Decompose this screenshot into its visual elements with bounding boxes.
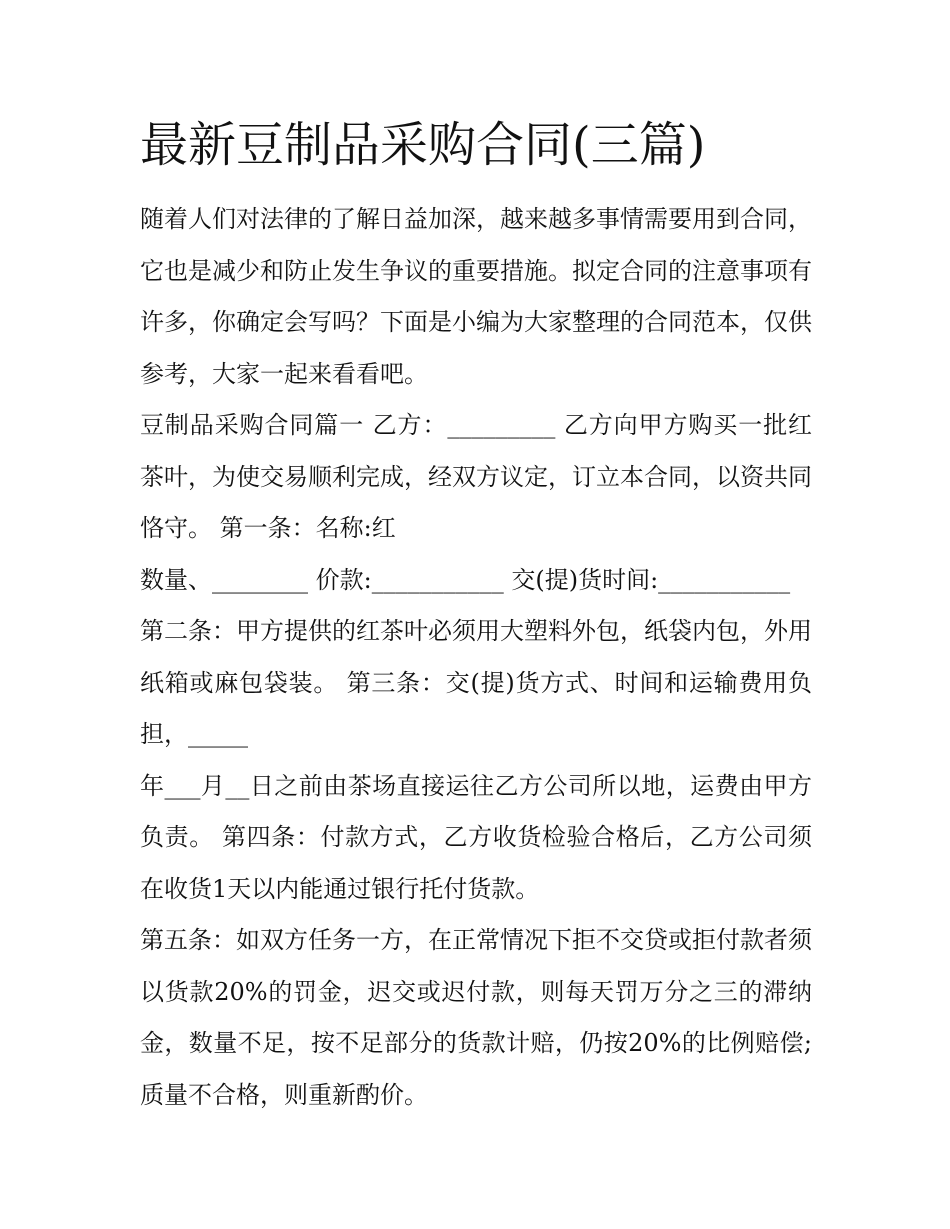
- paragraph-article-four: 年___月__日之前由茶场直接运往乙方公司所以地，运费由甲方负责。 第四条：付款方式，乙方收货检验合格后，乙方公司须在收货1天以内能通过银行托付货款。: [140, 771, 812, 903]
- paragraph-article-two-three: 第二条：甲方提供的红茶叶必须用大塑料外包，纸袋内包，外用纸箱或麻包袋装。 第三条：交(提)货方式、时间和运输费用负担，_____: [140, 617, 812, 748]
- document-content: [140, 112, 812, 1121]
- paragraph-article-five: 第五条：如双方任务一方，在正常情况下拒不交贷或拒付款者须以货款20%的罚金，迟交或迟付款，则每天罚万分之三的滞纳金，数量不足，按不足部分的货款计赔，仍按20%的比例赔偿;质量不合格，则重新酌价。: [140, 926, 812, 1109]
- paragraph-quantity-price: 数量、________ 价款:___________ 交(提)货时间:___________: [140, 565, 791, 594]
- paragraph-contract-part-one: 豆制品采购合同篇一 乙方：_________ 乙方向甲方购买一批红茶叶，为使交易顺利完成，经双方议定，订立本合同，以资共同恪守。 第一条：名称:红: [140, 411, 812, 542]
- document-body: [140, 194, 812, 1121]
- document-title: 最新豆制品采购合同(三篇): [140, 117, 706, 173]
- paragraph-intro: 随着人们对法律的了解日益加深，越来越多事情需要用到合同，它也是减少和防止发生争议的重要措施。拟定合同的注意事项有许多，你确定会写吗？下面是小编为大家整理的合同范本，仅供参考，大家一起来看看吧。: [140, 205, 812, 388]
